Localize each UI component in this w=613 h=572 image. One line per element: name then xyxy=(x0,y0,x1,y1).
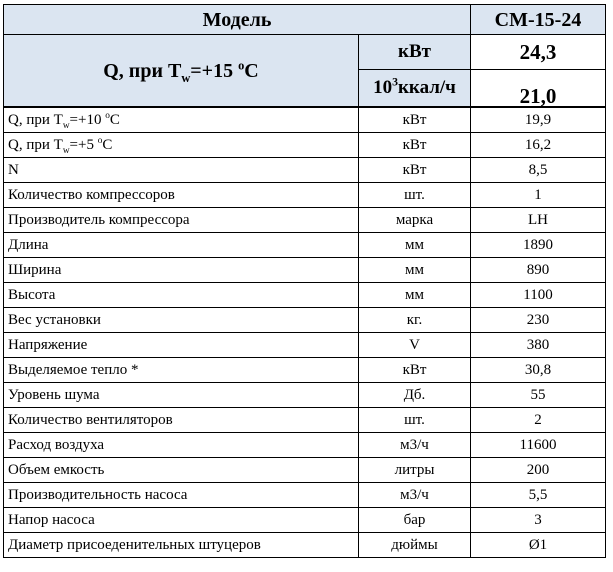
spec-value: Ø1 xyxy=(471,533,606,558)
table-row xyxy=(4,308,606,333)
spec-value: 5,5 xyxy=(471,483,606,508)
table-row xyxy=(4,408,606,433)
q-row-label: Q, при $T_w=+5$ $^o$C xyxy=(4,133,359,158)
spec-name: Объем емкость xyxy=(4,458,359,483)
spec-table xyxy=(3,4,606,558)
header-row xyxy=(4,5,606,35)
spec-value: 890 xyxy=(471,258,606,283)
spec-name: Длина xyxy=(4,233,359,258)
spec-name: Производительность насоса xyxy=(4,483,359,508)
spec-unit: шт. xyxy=(359,408,471,433)
spec-value: 1890 xyxy=(471,233,606,258)
spec-value: 2 xyxy=(471,408,606,433)
spec-value: 30,8 xyxy=(471,358,606,383)
q-row-value: 19,9 xyxy=(471,107,606,133)
table-row xyxy=(4,383,606,408)
spec-unit: бар xyxy=(359,508,471,533)
table-row xyxy=(4,358,606,383)
table-row xyxy=(4,158,606,183)
spec-name: Выделяемое тепло * xyxy=(4,358,359,383)
spec-value: 1100 xyxy=(471,283,606,308)
q-main-unit-kw: кВт xyxy=(359,35,471,70)
q-row xyxy=(4,107,606,133)
spec-unit: кВт xyxy=(359,358,471,383)
spec-unit: шт. xyxy=(359,183,471,208)
q-row xyxy=(4,133,606,158)
spec-unit: м3/ч xyxy=(359,433,471,458)
spec-unit: мм xyxy=(359,233,471,258)
spec-value: 380 xyxy=(471,333,606,358)
spec-name: Напряжение xyxy=(4,333,359,358)
spec-unit: литры xyxy=(359,458,471,483)
spec-name: Высота xyxy=(4,283,359,308)
table-row xyxy=(4,483,606,508)
table-row xyxy=(4,258,606,283)
table-row xyxy=(4,433,606,458)
spec-unit: м3/ч xyxy=(359,483,471,508)
spec-name: Ширина xyxy=(4,258,359,283)
spec-value: 55 xyxy=(471,383,606,408)
spec-value: 8,5 xyxy=(471,158,606,183)
spec-name: Количество вентиляторов xyxy=(4,408,359,433)
spec-unit: мм xyxy=(359,283,471,308)
spec-value: LH xyxy=(471,208,606,233)
q-main-unit-kcal: $10^3ккал/ч$ xyxy=(359,70,471,108)
q-main-row-kw xyxy=(4,35,606,70)
spec-name: Расход воздуха xyxy=(4,433,359,458)
spec-name: N xyxy=(4,158,359,183)
spec-name: Напор насоса xyxy=(4,508,359,533)
q-row-label: Q, при $T_w=+10$ $^o$C xyxy=(4,107,359,133)
spec-unit: мм xyxy=(359,258,471,283)
model-label: Модель xyxy=(4,5,471,35)
spec-name: Диаметр присоеденительных штуцеров xyxy=(4,533,359,558)
table-row xyxy=(4,333,606,358)
q-main-value-kw: 24,3 xyxy=(471,35,606,70)
spec-name: Количество компрессоров xyxy=(4,183,359,208)
table-row xyxy=(4,283,606,308)
spec-value: 3 xyxy=(471,508,606,533)
spec-value: 200 xyxy=(471,458,606,483)
spec-name: Уровень шума xyxy=(4,383,359,408)
spec-unit: марка xyxy=(359,208,471,233)
table-row xyxy=(4,533,606,558)
table-row xyxy=(4,208,606,233)
q-main-value-kcal: 21,0 xyxy=(471,70,606,108)
spec-unit: кВт xyxy=(359,158,471,183)
spec-unit: V xyxy=(359,333,471,358)
model-value: СМ-15-24 xyxy=(471,5,606,35)
spec-value: 11600 xyxy=(471,433,606,458)
q-main-label: Q, при $T_w=+15$ $^o$C xyxy=(4,35,359,108)
spec-unit: Дб. xyxy=(359,383,471,408)
q-row-unit: кВт xyxy=(359,133,471,158)
table-row xyxy=(4,458,606,483)
q-row-value: 16,2 xyxy=(471,133,606,158)
spec-unit: дюймы xyxy=(359,533,471,558)
q-row-unit: кВт xyxy=(359,107,471,133)
spec-value: 1 xyxy=(471,183,606,208)
table-row xyxy=(4,183,606,208)
spec-name: Производитель компрессора xyxy=(4,208,359,233)
spec-name: Вес установки xyxy=(4,308,359,333)
table-row xyxy=(4,508,606,533)
table-row xyxy=(4,233,606,258)
spec-value: 230 xyxy=(471,308,606,333)
spec-unit: кг. xyxy=(359,308,471,333)
